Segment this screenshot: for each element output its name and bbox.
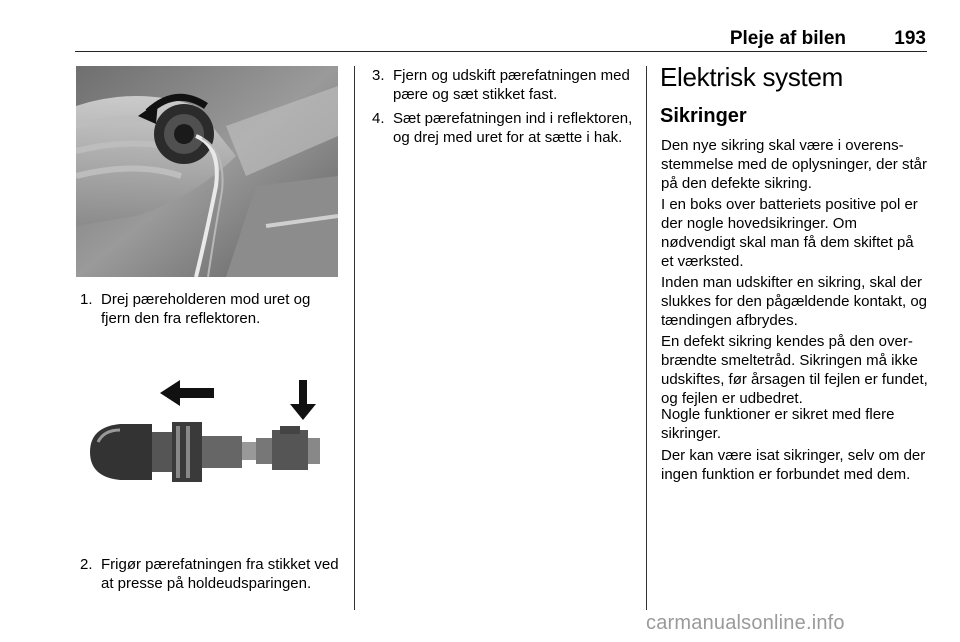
paragraph: Nogle funktioner er sikret med flere sikringer. [661,406,895,442]
step-2: 2. Frigør pærefatningen fra stikket ved at presse på holdeudsparingen. [80,556,339,592]
column-divider-right [646,66,647,610]
paragraph: Den nye sikring skal være i overensstemmelse med de oplysninger, der står på den defekte sikring. [661,137,927,192]
step-4: 4. Sæt pærefatningen ind i reflektoren, og drej med uret for at sætte i hak. [372,110,633,146]
bulb-holder-photo [76,66,338,277]
step-1: 1. Drej pæreholderen mod uret og fjern den fra reflektoren. [80,291,311,327]
section-title: Pleje af bilen [729,28,846,49]
left-arrow-icon [160,380,214,406]
page-number: 193 [894,28,926,49]
step-3: 3. Fjern og udskift pærefatningen med pære og sæt stikket fast. [372,67,630,103]
paragraph: En defekt sikring kendes på den overbrændte smeltetråd. Sikringen må ikke udskiftes, før årsagen til fejlen er fundet, og fejlen er udbedret. [661,333,928,407]
down-arrow-icon [290,380,316,420]
header-divider [75,51,927,52]
subsection-heading: Sikringer [660,105,747,127]
column-divider-left [354,66,355,610]
paragraph: Inden man udskifter en sikring, skal der slukkes for den pågældende kontakt, og tændingen afbrydes. [661,274,928,329]
bulb-connector-diagram [80,372,336,492]
section-heading: Elektrisk system [660,62,844,92]
paragraph: I en boks over batteriets positive pol er der nogle hovedsikringer. Om nødvendigt skal man få dem skiftet på et værksted. [661,196,918,270]
watermark: carmanualsonline.info [646,612,845,634]
paragraph: Der kan være isat sikringer, selv om der ingen funktion er forbundet med dem. [661,447,926,483]
